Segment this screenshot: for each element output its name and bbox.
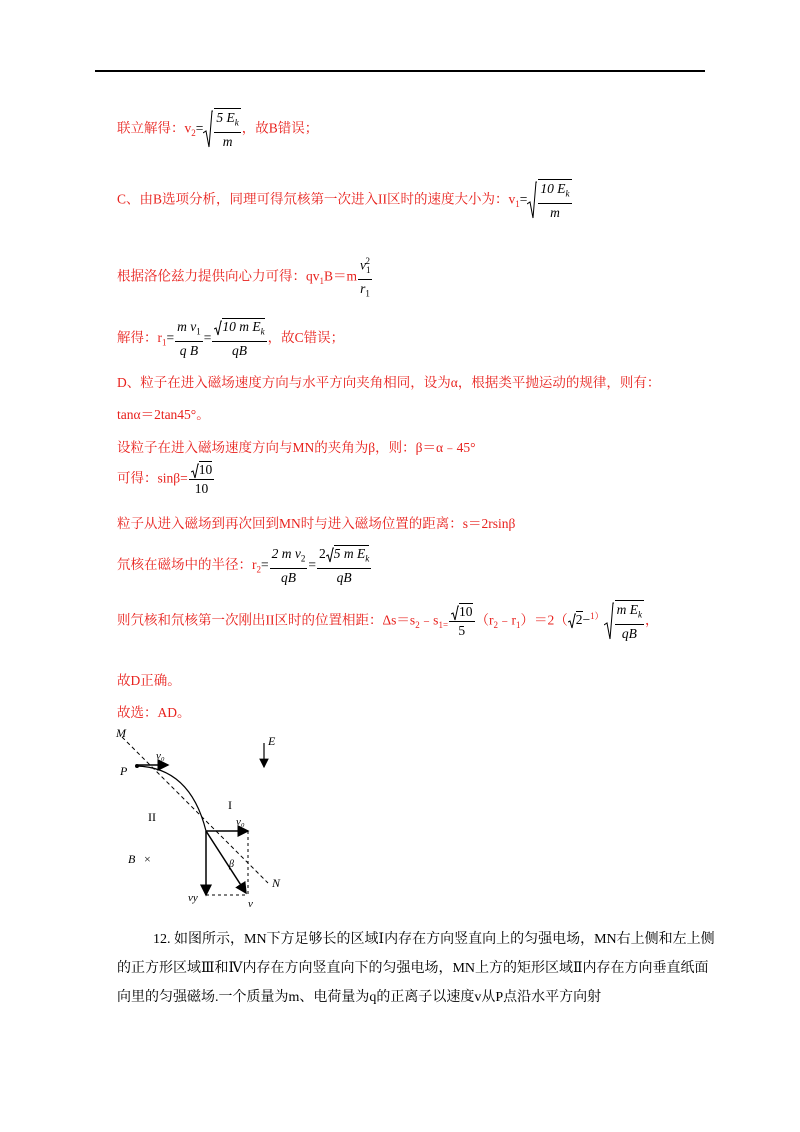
parabolic-trajectory bbox=[136, 766, 206, 831]
solution-line-sinbeta: 可得：sinβ= $\frac{10}{10}$ bbox=[117, 462, 213, 496]
label-n: N bbox=[272, 876, 281, 890]
solution-line-distance: 粒子从进入磁场到再次回到MN时与进入磁场位置的距离：s＝2rsinβ bbox=[117, 516, 516, 531]
label-v: v bbox=[248, 898, 253, 910]
v-arrow bbox=[206, 831, 246, 893]
label-region-i: I bbox=[228, 798, 232, 812]
sqrt-5ek-over-m: $\frac{5 E_k}{m}$ bbox=[203, 108, 241, 151]
label-region-ii: II bbox=[148, 810, 156, 824]
label-v0-top: v₀ bbox=[156, 750, 165, 762]
label-m: M bbox=[116, 726, 126, 740]
header-rule bbox=[95, 70, 705, 72]
label-e: E bbox=[268, 734, 276, 748]
sqrt-10ek-over-m: $\frac{10 E_k}{m}$ bbox=[527, 179, 572, 222]
solution-line-d: D、粒子在进入磁场速度方向与水平方向夹角相同，设为α，根据类平抛运动的规律，则有： bbox=[117, 375, 661, 390]
label-vy: vy bbox=[188, 892, 198, 904]
solution-line-c: C、由B选项分析，同理可得氘核第一次进入II区时的速度大小为：$v_1=$ $\frac{10 E_k}{m}$ bbox=[117, 179, 573, 222]
solution-line-v2: 联立解得：$v_2=$ $\frac{5 E_k}{m}$ ，故B错误； bbox=[117, 110, 319, 149]
solution-line-answer: 故选：AD。 bbox=[117, 705, 191, 720]
solution-line-lorentz: 根据洛伦兹力提供向心力可得：$qv_1B=m$ $\frac{v_1^2}{r_1}$ bbox=[117, 252, 373, 303]
solution-line-r1: 解得：$r_1=$ $\frac{m v_1}{\text{q B}}$ = $\frac{10 m E_k}{qB}$ ，故C错误； bbox=[117, 319, 345, 358]
solution-line-r2: 氘核在磁场中的半径：$r_2=$ $\frac{2 m v_2}{qB}$ = $\frac{2 5 m E_k}{qB}$ bbox=[117, 546, 370, 585]
question-12 bbox=[117, 925, 717, 1012]
label-v0-mid: v₀ bbox=[236, 816, 245, 828]
solution-line-d-correct: 故D正确。 bbox=[117, 673, 181, 688]
label-b-cross: × bbox=[144, 852, 151, 866]
trajectory-diagram bbox=[110, 725, 310, 910]
solution-line-delta-s: 则氕核和氘核第一次刚出II区时的位置相距：$\Delta s=s_2﹣s_{1=}$ $\frac{10}{5}$ $(r_2﹣r_1)=2$（ 2−$^{1)}$ $\frac{m E_k}{qB}$ ， bbox=[117, 602, 659, 641]
label-beta: β bbox=[229, 859, 234, 870]
solution-line-beta: 设粒子在进入磁场速度方向与MN的夹角为β，则：β＝α﹣45° bbox=[117, 440, 476, 455]
label-p: P bbox=[120, 764, 128, 778]
question-12-text: 12. 如图所示，MN下方足够长的区域Ⅰ内存在方向竖直向上的匀强电场，MN右上侧和左上侧的正方形区域Ⅲ和Ⅳ内存在方向竖直向下的匀强电场，MN上方的矩形区域Ⅱ内存在方向垂直纸面向里的匀强磁场.一个质量为m、电荷量为q的正离子以速度v从P点沿水平方向射 bbox=[117, 932, 715, 1005]
label-b: B bbox=[128, 852, 136, 866]
solution-line-tan: tanα＝2tan45°。 bbox=[117, 407, 210, 422]
